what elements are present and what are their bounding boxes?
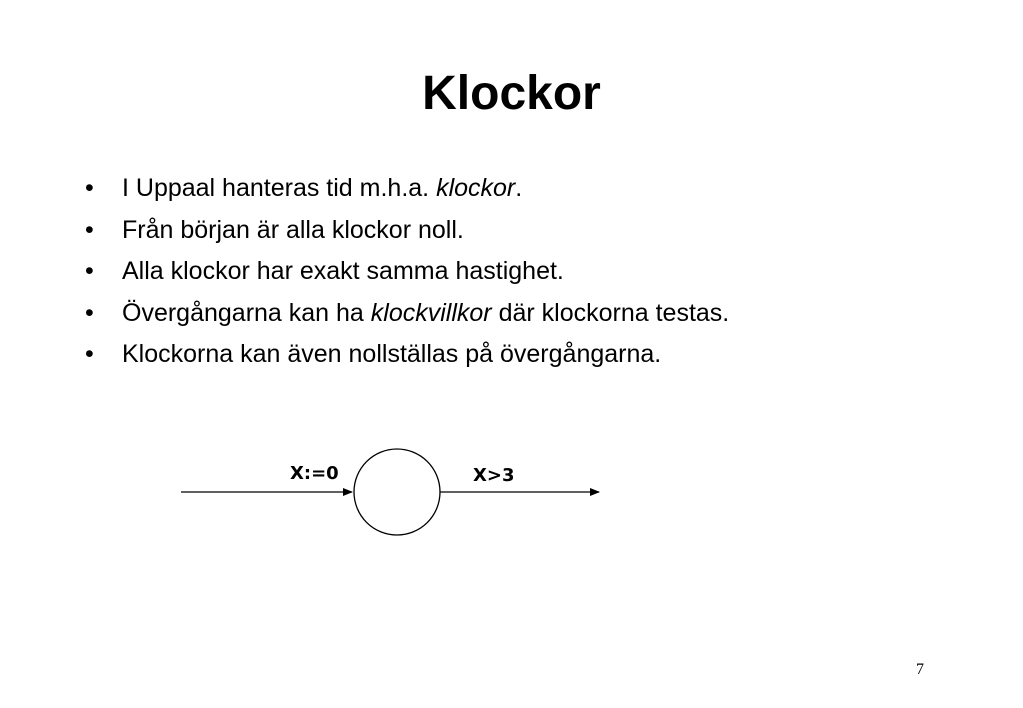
bullet-text: Klockorna kan även nollställas på övergångarna. (122, 340, 662, 368)
incoming-edge-label: X:=0 (290, 463, 339, 484)
bullet-text-end: . (515, 174, 523, 202)
bullet-text: Alla klockor har exakt samma hastighet. (122, 257, 564, 285)
bullet-text: I Uppaal hanteras tid m.h.a. (122, 174, 437, 202)
bullet-emphasis: klockor (436, 174, 516, 202)
page-number: 7 (916, 661, 924, 678)
bullet-emphasis: klockvillkor (370, 298, 492, 327)
bullet-icon: • (85, 215, 94, 244)
bullet-icon: • (85, 257, 94, 285)
bullet-icon: • (85, 340, 94, 368)
bullet-icon: • (85, 298, 94, 327)
state-node (354, 449, 440, 535)
bullet-text: Övergångarna kan ha (122, 298, 371, 327)
bullet-icon: • (85, 174, 94, 202)
bullet-text-end: där klockorna testas. (491, 298, 730, 327)
slide-title: Klockor (422, 67, 601, 120)
bullet-text: Från början är alla klockor noll. (122, 215, 464, 244)
outgoing-edge-label: X>3 (473, 465, 515, 486)
